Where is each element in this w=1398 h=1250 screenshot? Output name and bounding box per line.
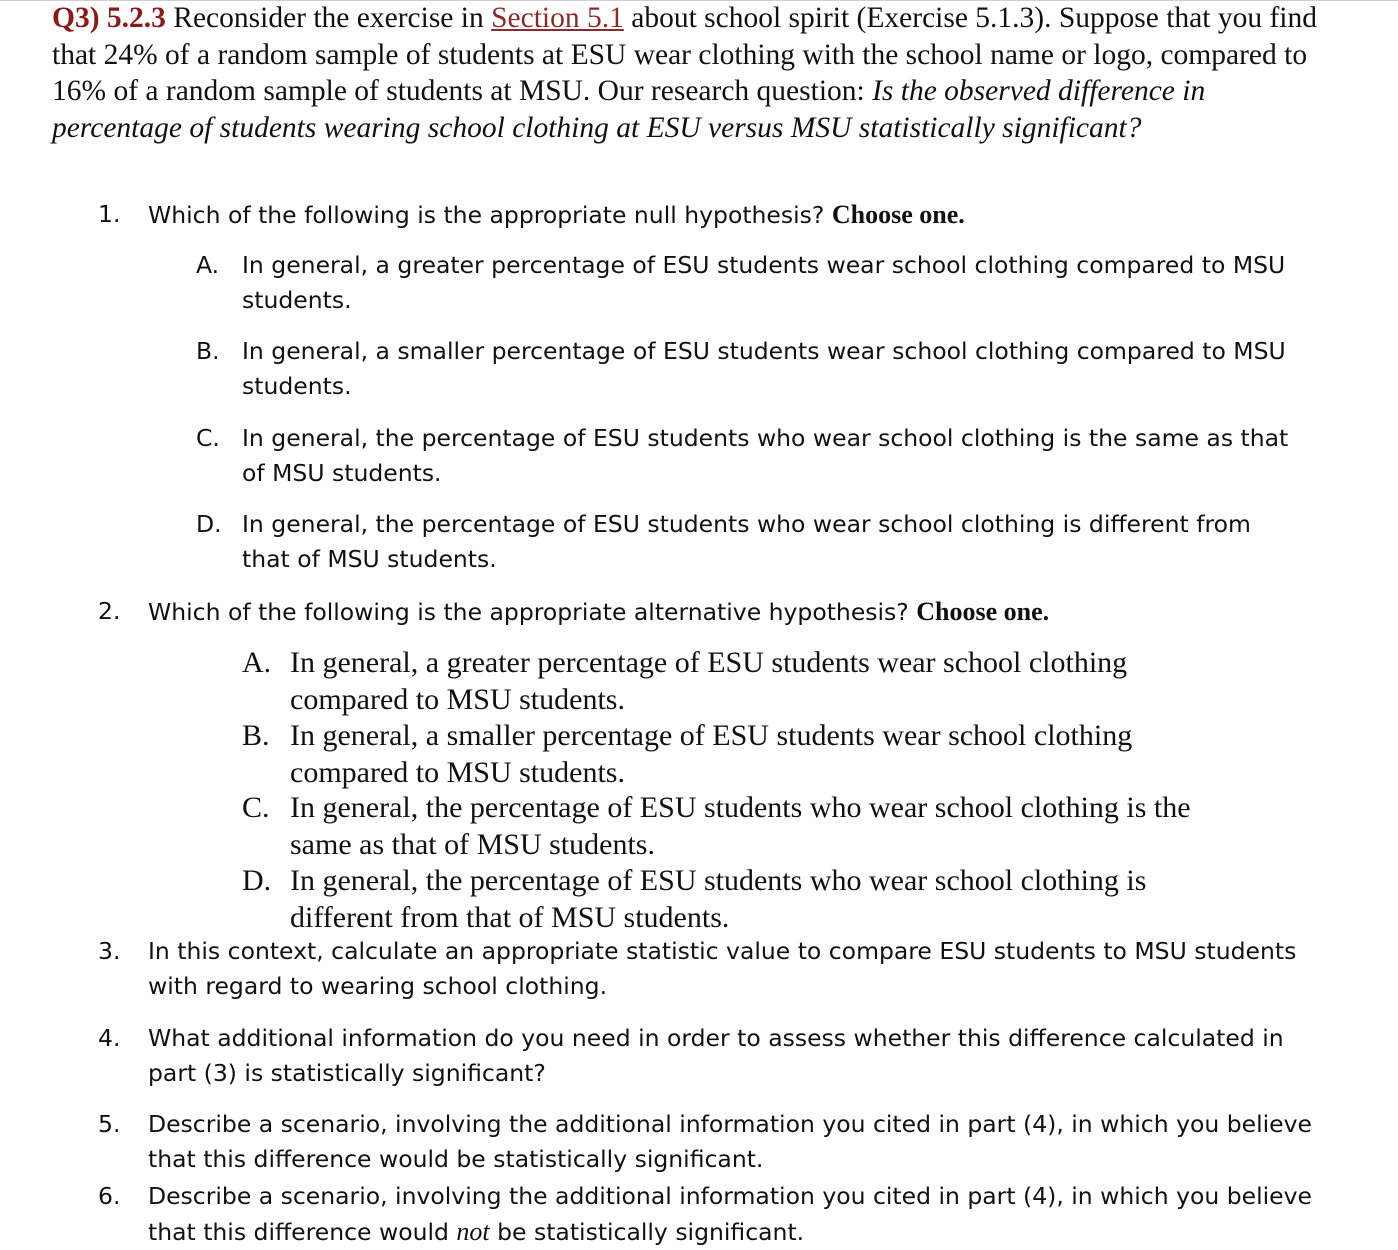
option-text: In general, the percentage of ESU students who wear school clothing is different from that of MSU students. <box>290 864 1147 934</box>
option-text: In general, a smaller percentage of ESU students wear school clothing compared to MSU students. <box>242 337 1286 400</box>
option-text: In general, the percentage of ESU students who wear school clothing is different from that of MSU students. <box>242 510 1251 573</box>
research-question: Is the observed difference in percentage of students wearing school clothing at ESU versus MSU statistically significant? <box>52 75 1206 144</box>
option-text: In general, a greater percentage of ESU students wear school clothing compared to MSU students. <box>242 251 1286 314</box>
question-text <box>148 594 1328 630</box>
option-letter: A. <box>196 251 220 279</box>
emphasis-not: not <box>456 1217 490 1246</box>
question-number: 3. <box>98 937 121 965</box>
option-text: In general, the percentage of ESU students who wear school clothing is the same as that of MSU students. <box>242 424 1289 487</box>
option-letter: B. <box>242 719 270 752</box>
option-letter: A. <box>242 646 272 679</box>
question-text: What additional information do you need in order to assess whether this difference calculated in part (3) is statistically significant? <box>148 1024 1284 1087</box>
option-letter: C. <box>196 424 220 452</box>
option-text: In general, a greater percentage of ESU students wear school clothing compared to MSU students. <box>290 646 1128 716</box>
choose-one-instruction: Choose one. <box>831 200 965 229</box>
question-number: 6. <box>98 1182 121 1210</box>
question-prompt-b: be statistically significant. <box>497 1218 805 1246</box>
question-prompt: Which of the following is the appropriate null hypothesis? <box>148 201 825 229</box>
question-number: 2. <box>98 597 121 625</box>
question-label: Q3) 5.2.3 <box>52 2 166 34</box>
question-text <box>148 1179 1328 1250</box>
question-number: 5. <box>98 1110 121 1138</box>
option-letter: D. <box>196 510 222 538</box>
option-letter: C. <box>242 791 270 824</box>
question-text: Describe a scenario, involving the additional information you cited in part (4), in which you believe that this difference would be statistically significant. <box>148 1110 1312 1173</box>
question-prompt-a: Describe a scenario, involving the additional information you cited in part (4), in which you believe that this difference would <box>148 1182 1312 1246</box>
question-intro <box>52 0 1342 146</box>
option-letter: B. <box>196 337 220 365</box>
question-number: 4. <box>98 1024 121 1052</box>
question-text <box>148 197 1328 233</box>
question-text: In this context, calculate an appropriate statistic value to compare ESU students to MSU students with regard to wearing school clothing. <box>148 937 1297 1000</box>
question-number: 1. <box>98 200 121 228</box>
section-link[interactable]: Section 5.1 <box>491 2 624 34</box>
intro-text-a: Reconsider the exercise in <box>173 2 484 34</box>
choose-one-instruction: Choose one. <box>916 597 1050 626</box>
option-text: In general, the percentage of ESU students who wear school clothing is the same as that of MSU students. <box>290 791 1191 861</box>
question-prompt: Which of the following is the appropriate alternative hypothesis? <box>148 598 909 626</box>
intro-text-b: about school spirit (Exercise 5.1.3). Suppose that you find that 24% of a random sample of students at ESU wear clothing with the school name or logo, compared to 16% of a random sample of students at MSU. Our research question: <box>52 2 1317 107</box>
option-text: In general, a smaller percentage of ESU students wear school clothing compared to MSU students. <box>290 719 1133 789</box>
option-letter: D. <box>242 864 272 897</box>
